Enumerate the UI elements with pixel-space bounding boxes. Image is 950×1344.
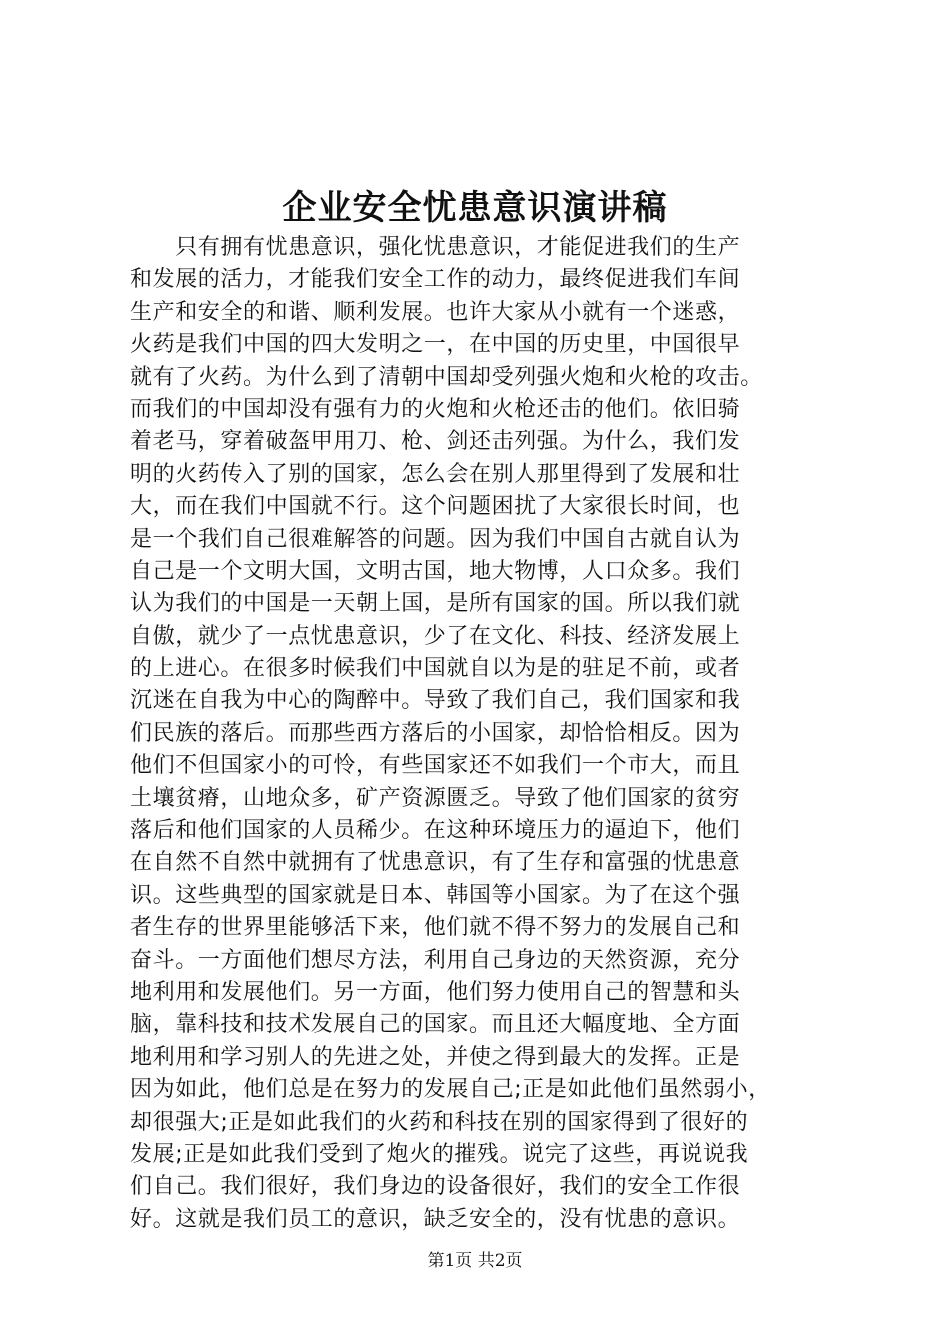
paragraph-line: 他们不但国家小的可怜，有些国家还不如我们一个市大，而且 bbox=[130, 753, 741, 779]
paragraph-line: 明的火药传入了别的国家，怎么会在别人那里得到了发展和壮 bbox=[130, 461, 741, 487]
paragraph-line: 自己是一个文明大国，文明古国，地大物博，人口众多。我们 bbox=[130, 558, 741, 584]
paragraph-line: 们民族的落后。而那些西方落后的小国家，却恰恰相反。因为 bbox=[130, 720, 741, 746]
document-title: 企业安全忧患意识演讲稿 bbox=[282, 188, 668, 228]
paragraph-line: 却很强大;正是如此我们的火药和科技在别的国家得到了很好的 bbox=[130, 1109, 749, 1135]
paragraph-line: 就有了火药。为什么到了清朝中国却受列强火炮和火枪的攻击。 bbox=[130, 364, 763, 390]
paragraph-line: 大，而在我们中国就不行。这个问题困扰了大家很长时间，也 bbox=[130, 494, 741, 520]
paragraph-line: 和发展的活力，才能我们安全工作的动力，最终促进我们车间 bbox=[130, 267, 741, 293]
paragraph-line: 认为我们的中国是一天朝上国，是所有国家的国。所以我们就 bbox=[130, 591, 741, 617]
paragraph-line: 而我们的中国却没有强有力的火炮和火枪还击的他们。依旧骑 bbox=[130, 396, 741, 422]
paragraph-line: 奋斗。一方面他们想尽方法，利用自己身边的天然资源，充分 bbox=[130, 947, 741, 973]
paragraph-line: 落后和他们国家的人员稀少。在这种环境压力的逼迫下，他们 bbox=[130, 818, 741, 844]
paragraph-line: 只有拥有忧患意识，强化忧患意识，才能促进我们的生产 bbox=[130, 235, 741, 260]
paragraph-line: 好。这就是我们员工的意识，缺乏安全的，没有忧患的意识。 bbox=[130, 1206, 741, 1232]
paragraph-line: 的上进心。在很多时候我们中国就自以为是的驻足不前，或者 bbox=[130, 656, 741, 682]
page-footer: 第1页 共2页 bbox=[427, 1251, 523, 1271]
paragraph-line: 自傲，就少了一点忧患意识，少了在文化、科技、经济发展上 bbox=[130, 623, 741, 649]
paragraph-line: 着老马，穿着破盔甲用刀、枪、剑还击列强。为什么，我们发 bbox=[130, 429, 741, 455]
document-body bbox=[130, 232, 850, 1236]
paragraph-line: 土壤贫瘠，山地众多，矿产资源匮乏。导致了他们国家的贫穷 bbox=[130, 785, 741, 811]
paragraph-line: 因为如此，他们总是在努力的发展自己;正是如此他们虽然弱小， bbox=[130, 1077, 771, 1103]
paragraph-line: 是一个我们自己很难解答的问题。因为我们中国自古就自认为 bbox=[130, 526, 741, 552]
paragraph-line: 者生存的世界里能够活下来，他们就不得不努力的发展自己和 bbox=[130, 915, 741, 941]
paragraph-line: 识。这些典型的国家就是日本、韩国等小国家。为了在这个强 bbox=[130, 882, 741, 908]
paragraph-line: 发展;正是如此我们受到了炮火的摧残。说完了这些，再说说我 bbox=[130, 1141, 749, 1167]
paragraph-line: 们自己。我们很好，我们身边的设备很好，我们的安全工作很 bbox=[130, 1174, 741, 1200]
paragraph-line: 生产和安全的和谐、顺利发展。也许大家从小就有一个迷惑， bbox=[130, 299, 741, 325]
paragraph-line: 地利用和学习别人的先进之处，并使之得到最大的发挥。正是 bbox=[130, 1044, 741, 1070]
paragraph-line: 脑，靠科技和技术发展自己的国家。而且还大幅度地、全方面 bbox=[130, 1012, 741, 1038]
paragraph-line: 地利用和发展他们。另一方面，他们努力使用自己的智慧和头 bbox=[130, 979, 741, 1005]
paragraph-line: 沉迷在自我为中心的陶醉中。导致了我们自己，我们国家和我 bbox=[130, 688, 741, 714]
paragraph-line: 火药是我们中国的四大发明之一，在中国的历史里，中国很早 bbox=[130, 332, 741, 358]
paragraph-line: 在自然不自然中就拥有了忧患意识，有了生存和富强的忧患意 bbox=[130, 850, 741, 876]
